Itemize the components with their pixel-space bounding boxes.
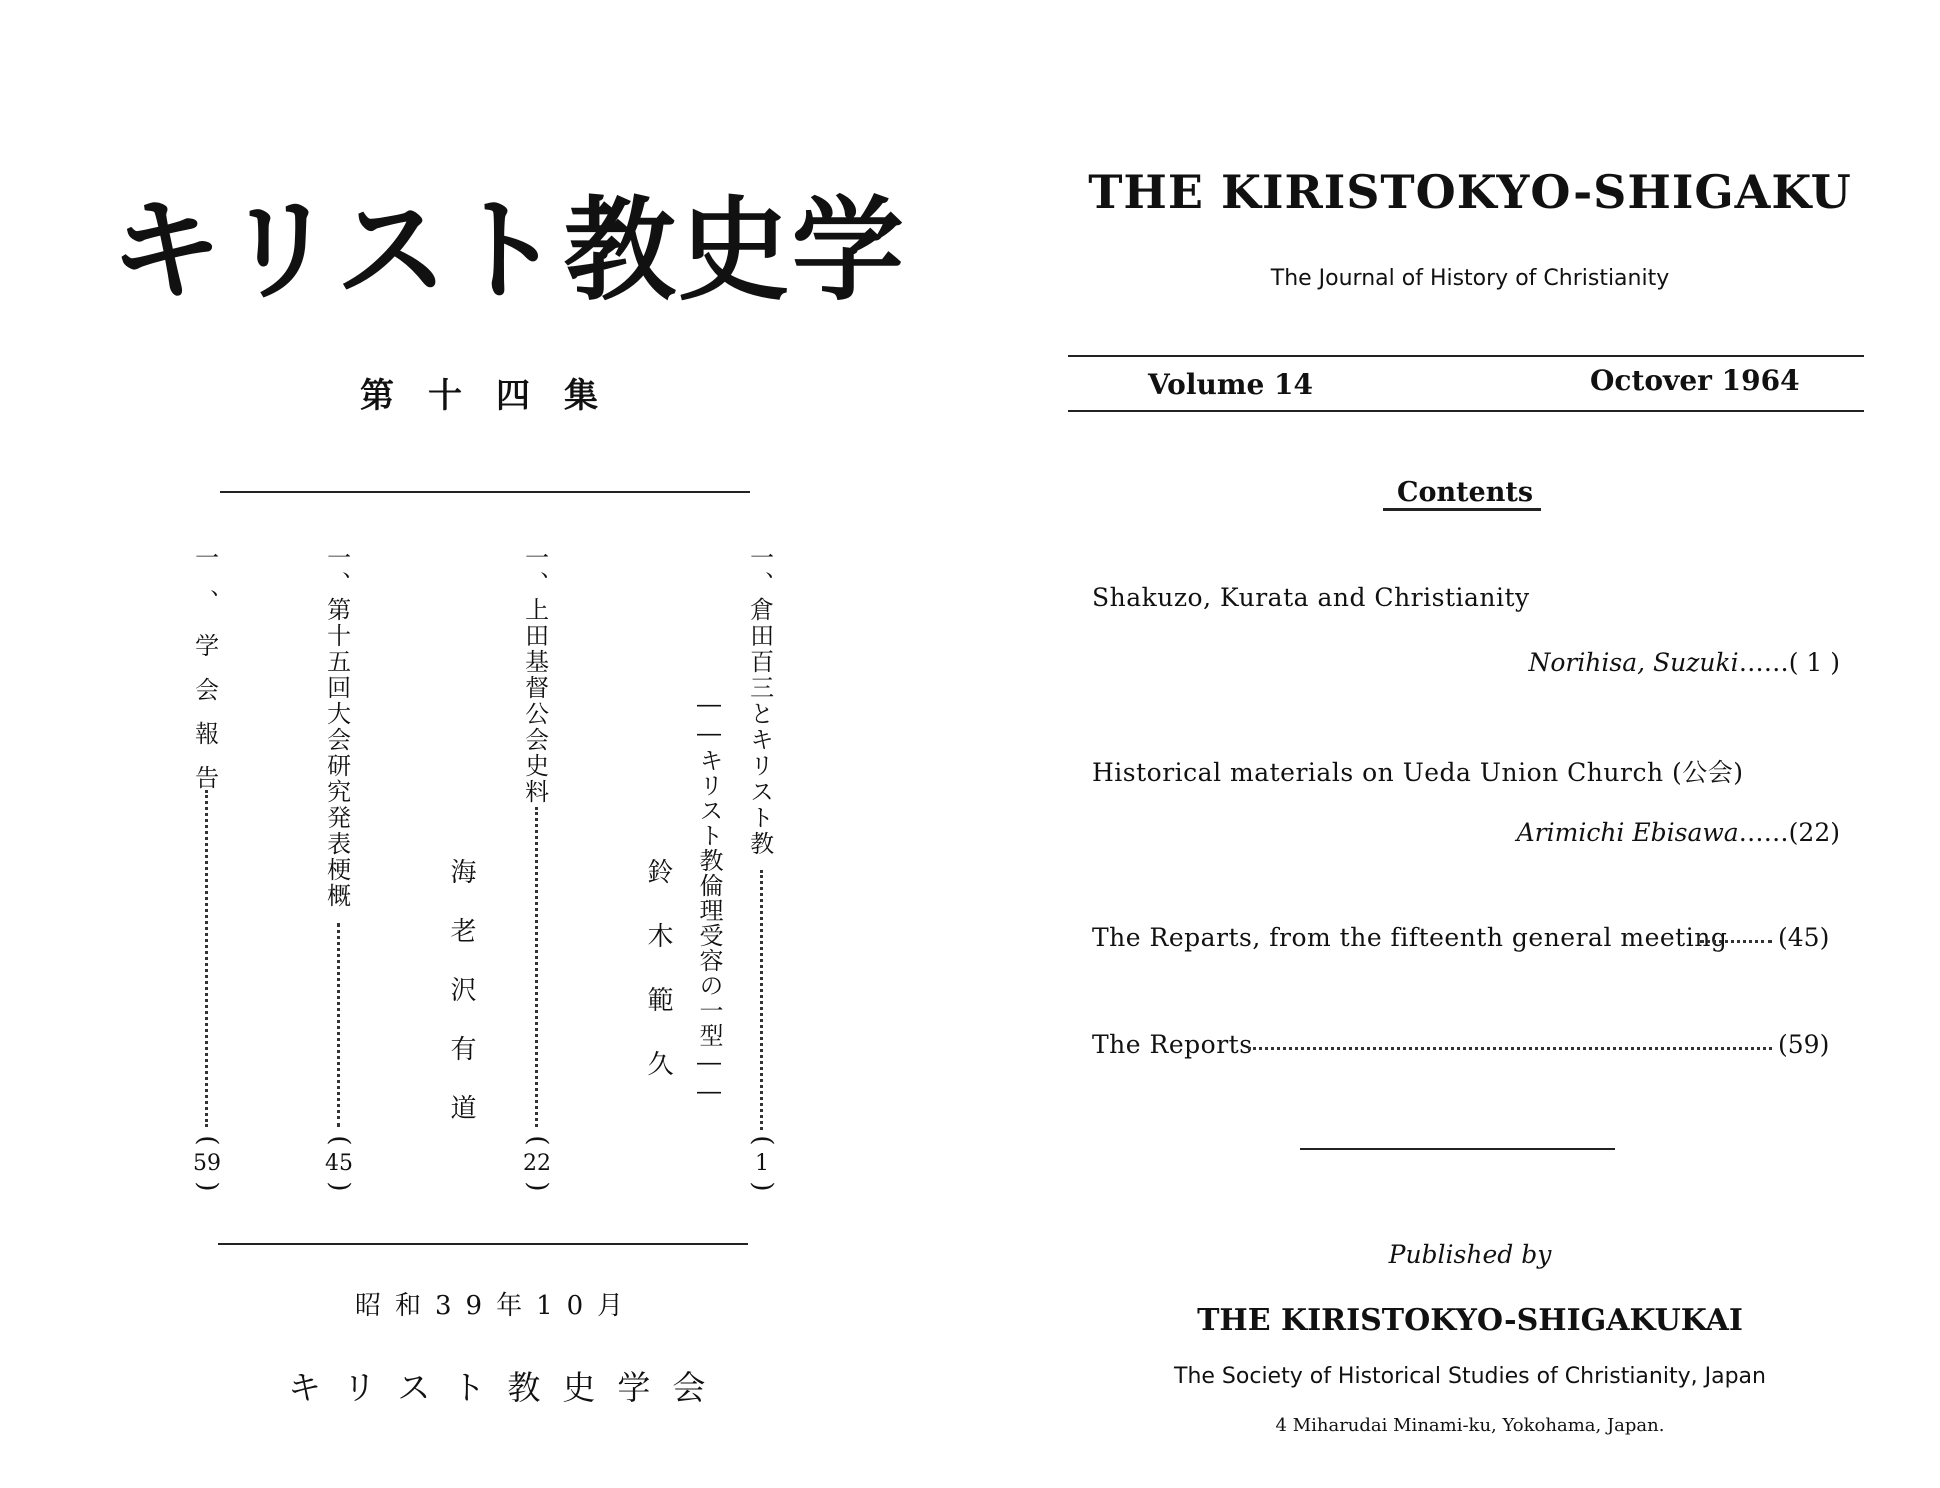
jp-toc-entry-2: [520, 545, 554, 1192]
author-name: Norihisa, Suzuki: [1528, 648, 1739, 677]
jp-toc-page: ( 45 ): [324, 1135, 355, 1192]
society-full-name: The Society of Historical Studies of Christianity, Japan: [1174, 1364, 1766, 1389]
dot-leader: [1700, 940, 1772, 943]
dot-leader: [535, 807, 538, 1127]
jp-toc-page: ( 1 ): [747, 1135, 778, 1192]
japanese-issue-number: 第十四集: [360, 376, 632, 416]
jp-toc-title: 一、上田基督公会史料: [520, 545, 549, 805]
toc-entry-page: (59): [1778, 1030, 1830, 1059]
toc-entry-page: (22): [1788, 818, 1840, 847]
japanese-publication-date: 昭和39年10月: [355, 1291, 638, 1321]
jp-toc-entry-1: [745, 545, 779, 1192]
english-journal-title: THE KIRISTOKYO-SHIGAKU: [1088, 165, 1852, 219]
dot-leader: [1248, 1047, 1772, 1050]
dot-leader: [205, 790, 208, 1127]
jp-toc-title: 一、第十五回大会研究発表梗概: [322, 545, 351, 909]
jp-toc-entry-4: [190, 545, 224, 1192]
toc-entry-author: [1528, 648, 1840, 677]
published-by-label: Published by: [1388, 1240, 1552, 1269]
jp-toc-title: 一、学会報告: [190, 545, 219, 809]
issue-date: Octover 1964: [1590, 364, 1800, 397]
toc-entry-title: Historical materials on Ueda Union Church (公会): [1092, 758, 1744, 787]
toc-entry-title: The Reparts, from the fifteenth general meeting: [1092, 923, 1728, 952]
jp-toc-page: ( 22 ): [522, 1135, 553, 1192]
volume-bottom-rule: [1068, 410, 1864, 412]
volume-number: Volume 14: [1148, 368, 1313, 401]
jp-toc-author: 鈴木範久: [643, 858, 673, 1114]
right-bottom-divider: [1300, 1148, 1615, 1150]
english-journal-subtitle: The Journal of History of Christianity: [1270, 266, 1670, 291]
publisher-address: 4 Miharudai Minami-ku, Yokohama, Japan.: [1275, 1415, 1665, 1436]
toc-entry-page: (45): [1778, 923, 1830, 952]
japanese-journal-title: キリスト教史学: [110, 185, 906, 316]
left-bottom-divider: [218, 1243, 748, 1245]
toc-entry-page: ( 1 ): [1788, 648, 1840, 677]
left-top-divider: [220, 491, 750, 493]
contents-heading: Contents: [1396, 477, 1534, 508]
jp-toc-title: 一、倉田百三とキリスト教: [745, 545, 774, 857]
volume-top-rule: [1068, 355, 1864, 357]
japanese-society-name: キリスト教史学会: [288, 1368, 728, 1407]
publisher-name: THE KIRISTOKYO-SHIGAKUKAI: [1197, 1303, 1743, 1338]
toc-entry-author: [1517, 818, 1840, 847]
dot-leader: [337, 923, 340, 1127]
dot-leader: [760, 870, 763, 1130]
dot-leader: ……: [1738, 818, 1789, 847]
jp-toc-subtitle: ――キリスト教倫理受容の一型――: [695, 690, 723, 1106]
toc-entry-title: The Reports: [1092, 1030, 1253, 1059]
jp-toc-page: ( 59 ): [192, 1135, 223, 1192]
jp-toc-entry-3: [322, 545, 356, 1192]
contents-underline: [1383, 508, 1541, 511]
toc-entry-title: Shakuzo, Kurata and Christianity: [1092, 583, 1530, 612]
dot-leader: ……: [1738, 648, 1789, 677]
jp-toc-author: 海老沢有道: [446, 858, 476, 1153]
author-name: Arimichi Ebisawa: [1516, 818, 1739, 847]
